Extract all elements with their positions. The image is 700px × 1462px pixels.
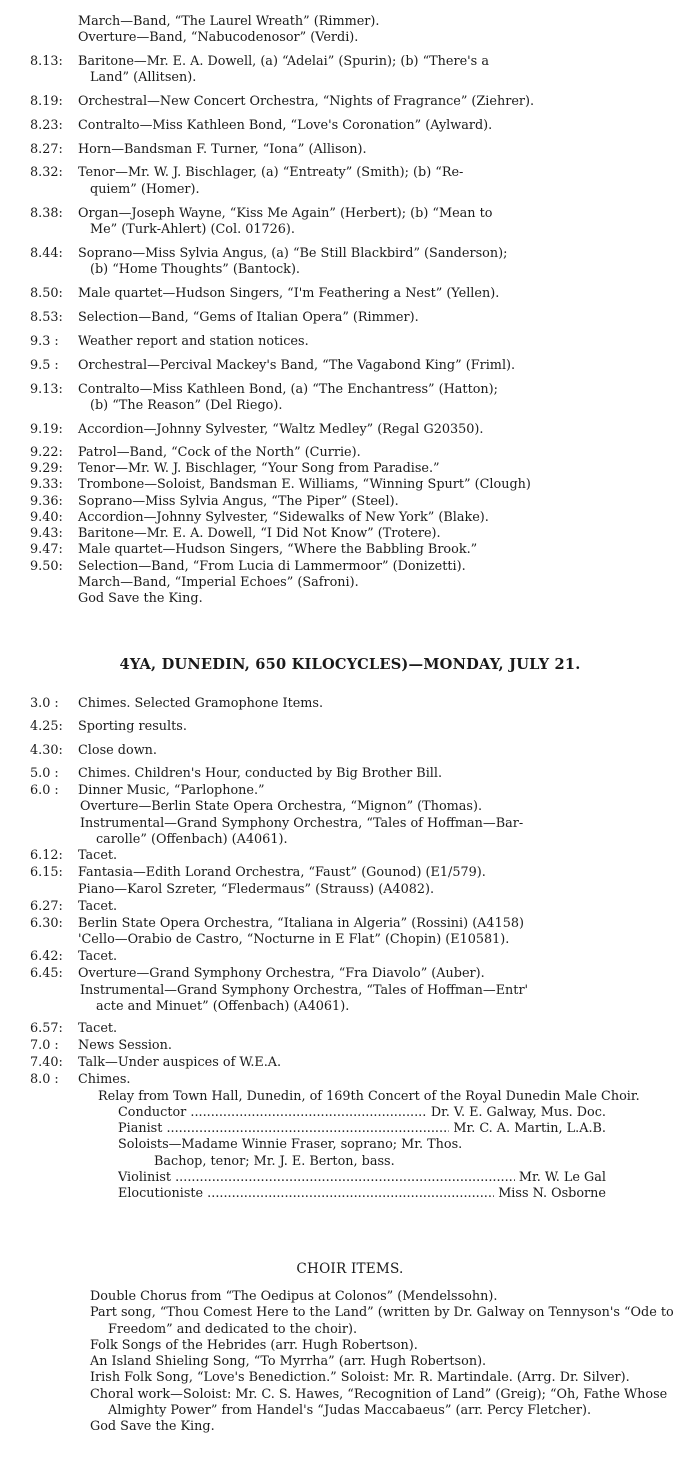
entry-text	[78, 766, 694, 783]
schedule-entry	[30, 358, 694, 374]
schedule-entry	[30, 94, 694, 110]
entry-text	[78, 142, 694, 158]
schedule-entry	[30, 206, 694, 239]
programme-section-4ya	[30, 696, 694, 1203]
entry-time: 8.32:	[30, 165, 63, 181]
entry-time: 4.30:	[30, 742, 63, 758]
entry-text	[78, 206, 694, 239]
entry-time: 8.0 :	[30, 1071, 59, 1087]
entry-time: 6.12:	[30, 848, 63, 864]
closing-line: God Save the King.	[78, 591, 203, 607]
entry-line: quiem” (Homer).	[90, 181, 200, 197]
entry-line: Trombone—Soloist, Bandsman E. Williams, “Winning Spurt” (Clough)	[78, 477, 531, 493]
entry-time: 8.44:	[30, 245, 63, 261]
entry-text	[78, 94, 694, 110]
entry-text	[78, 559, 694, 575]
entry-text	[78, 932, 694, 949]
schedule-entry	[30, 526, 694, 542]
schedule-late	[30, 445, 694, 575]
entry-time: 9.50:	[30, 558, 63, 574]
entry-line: Selection—Band, “From Lucia di Lammermoor” (Donizetti).	[78, 558, 466, 574]
schedule-entry	[30, 118, 694, 134]
opening-line: Overture—Band, “Nabucodenosor” (Verdi).	[78, 30, 359, 46]
entry-line: Dinner Music, “Parlophone.”	[78, 782, 265, 798]
entry-text	[78, 966, 694, 983]
entry-line: Tenor—Mr. W. J. Bischlager, “Your Song from Paradise.”	[78, 460, 440, 476]
dinner-line: Overture—Berlin State Opera Orchestra, “Mignon” (Thomas).	[80, 799, 483, 815]
entry-line: Male quartet—Hudson Singers, “I'm Feathering a Nest” (Yellen).	[78, 286, 500, 302]
schedule-afternoon	[30, 696, 694, 799]
credit-pianist	[118, 1121, 606, 1137]
overture-line: Instrumental—Grand Symphony Orchestra, “Tales of Hoffman—Entr'	[80, 982, 529, 998]
entry-time: 6.0 :	[30, 782, 59, 798]
credit-value: Mr. W. Le Gal	[518, 1170, 606, 1186]
schedule-evening	[30, 54, 694, 438]
entry-line: Tacet.	[78, 848, 118, 864]
entry-line: Male quartet—Hudson Singers, “Where the Babbling Brook.”	[78, 542, 478, 558]
schedule-entry	[30, 1055, 694, 1072]
choir-item: God Save the King.	[90, 1419, 215, 1435]
entry-line: Berlin State Opera Orchestra, “Italiana in Algeria” (Rossini) (A4158)	[78, 915, 524, 931]
entry-line: 'Cello—Orabio de Castro, “Nocturne in E Flat” (Chopin) (E10581).	[78, 932, 510, 948]
credit-label: Violinist .....	[118, 1170, 515, 1186]
entry-line: Accordion—Johnny Sylvester, “Sidewalks of New York” (Blake).	[78, 509, 489, 525]
entry-time: 6.45:	[30, 965, 63, 981]
entry-time: 8.50:	[30, 286, 63, 302]
entry-line: Soprano—Miss Sylvia Angus, (a) “Be Still Blackbird” (Sanderson);	[78, 245, 508, 261]
entry-time: 7.40:	[30, 1054, 63, 1070]
schedule-entry	[30, 286, 694, 302]
choir-item: Irish Folk Song, “Love's Benediction.” Soloist: Mr. R. Martindale. (Arrg. Dr. Silver).	[90, 1370, 630, 1386]
entry-text	[78, 696, 694, 713]
entry-text	[78, 865, 694, 882]
entry-text	[78, 477, 694, 493]
entry-text	[78, 783, 694, 800]
entry-time: 9.43:	[30, 526, 63, 542]
entry-line: Piano—Karol Szreter, “Fledermaus” (Strauss) (A4082).	[78, 881, 435, 897]
entry-time: 9.5 :	[30, 357, 59, 373]
schedule-entry	[30, 494, 694, 510]
dinner-line: carolle” (Offenbach) (A4061).	[96, 832, 288, 848]
schedule-entry	[30, 949, 694, 966]
entry-time: 9.40:	[30, 509, 63, 525]
schedule-entry	[30, 477, 694, 493]
entry-line: Organ—Joseph Wayne, “Kiss Me Again” (Herbert); (b) “Mean to	[78, 205, 493, 221]
entry-time: 6.15:	[30, 865, 63, 881]
schedule-entry	[30, 696, 694, 713]
choir-item: Choral work—Soloist: Mr. C. S. Hawes, “Recognition of Land” (Greig); “Oh, Fathe Whose Almighty Power” from Handel's “Judas Maccabaeus” (arr. Percy Fletcher).	[90, 1386, 668, 1419]
credit-elocutioniste	[118, 1186, 606, 1202]
entry-line: Accordion—Johnny Sylvester, “Waltz Medley” (Regal G20350).	[78, 421, 484, 437]
entry-time: 8.23:	[30, 117, 63, 133]
credit-label: Conductor .....	[118, 1105, 427, 1121]
concert-credits	[30, 1105, 694, 1203]
entry-time: 6.57:	[30, 1021, 63, 1037]
entry-line: Chimes. Selected Gramophone Items.	[78, 696, 324, 711]
choir-item: Part song, “Thou Comest Here to the Land” (written by Dr. Galway on Tennyson's “Ode to Freedom” and dedicated to the choir).	[90, 1305, 674, 1337]
entry-text	[78, 526, 694, 542]
entry-line: Baritone—Mr. E. A. Dowell, “I Did Not Know” (Trotere).	[78, 526, 441, 542]
entry-time: 9.13:	[30, 381, 63, 397]
choir-item: Folk Songs of the Hebrides (arr. Hugh Robertson).	[90, 1337, 418, 1353]
entry-time: 9.47:	[30, 542, 63, 558]
entry-time: 7.0 :	[30, 1038, 59, 1054]
credit-soloists	[118, 1137, 606, 1170]
entry-time: 8.19:	[30, 93, 63, 109]
entry-line: Talk—Under auspices of W.E.A.	[78, 1054, 282, 1070]
entry-text	[78, 54, 694, 87]
entry-text	[78, 286, 694, 302]
entry-line: Land” (Allitsen).	[90, 69, 197, 85]
schedule-entry	[30, 461, 694, 477]
entry-text	[78, 422, 694, 438]
entry-time: 9.3 :	[30, 333, 59, 349]
entry-time: 9.22:	[30, 444, 63, 460]
entry-text	[78, 1072, 694, 1089]
entry-text	[78, 246, 694, 279]
entry-text	[78, 334, 694, 350]
entry-text	[78, 542, 694, 558]
overture-line: acte and Minuet” (Offenbach) (A4061).	[96, 999, 350, 1015]
entry-text	[78, 165, 694, 198]
entry-line: Contralto—Miss Kathleen Bond, “Love's Coronation” (Aylward).	[78, 117, 493, 133]
entry-text	[78, 899, 694, 916]
station-heading: 4YA, DUNEDIN, 650 KILOCYCLES)—MONDAY, JULY 21.	[119, 656, 581, 673]
schedule-entry	[30, 1072, 694, 1089]
entry-time: 9.19:	[30, 421, 63, 437]
entry-line: (b) “Home Thoughts” (Bantock).	[90, 262, 300, 278]
entry-line: Tacet.	[78, 1021, 118, 1037]
schedule-entry	[30, 310, 694, 326]
schedule-entry	[30, 422, 694, 438]
entry-time: 4.25:	[30, 719, 63, 735]
entry-time	[30, 932, 78, 949]
entry-time: 3.0 :	[30, 696, 59, 711]
opening-items	[30, 14, 694, 47]
schedule-entry	[30, 766, 694, 783]
credit-violinist	[118, 1170, 606, 1186]
entry-text	[78, 1038, 694, 1055]
schedule-entry	[30, 246, 694, 279]
entry-text	[78, 848, 694, 865]
entry-line: Selection—Band, “Gems of Italian Opera” (Rimmer).	[78, 309, 419, 325]
entry-time: 8.38:	[30, 205, 63, 221]
entry-text	[78, 118, 694, 134]
entry-time: 5.0 :	[30, 765, 59, 781]
choir-item: Double Chorus from “The Oedipus at Colonos” (Mendelssohn).	[90, 1289, 498, 1304]
entry-line: Horn—Bandsman F. Turner, “Iona” (Allison).	[78, 141, 367, 157]
schedule-entry	[30, 510, 694, 526]
dinner-line: Instrumental—Grand Symphony Orchestra, “Tales of Hoffman—Bar-	[80, 815, 524, 831]
schedule-entry	[30, 932, 694, 949]
schedule-entry	[30, 1038, 694, 1055]
entry-line: Weather report and station notices.	[78, 333, 309, 349]
schedule-entry	[30, 382, 694, 415]
entry-text	[78, 719, 694, 736]
entry-text	[78, 1021, 694, 1038]
schedule-entry	[30, 719, 694, 736]
entry-text	[78, 916, 694, 933]
entry-time: 8.53:	[30, 309, 63, 325]
schedule-entry	[30, 865, 694, 882]
schedule-entry	[30, 882, 694, 899]
entry-line: News Session.	[78, 1038, 172, 1054]
entry-line: Overture—Grand Symphony Orchestra, “Fra Diavolo” (Auber).	[78, 965, 485, 981]
entry-line: Close down.	[78, 742, 157, 758]
schedule-entry	[30, 165, 694, 198]
entry-time: 9.36:	[30, 493, 63, 509]
entry-time: 6.42:	[30, 949, 63, 965]
dinner-music-items	[30, 799, 694, 848]
entry-text	[78, 1055, 694, 1072]
entry-text	[78, 510, 694, 526]
entry-text	[78, 445, 694, 461]
entry-text	[78, 310, 694, 326]
schedule-entry	[30, 783, 694, 800]
credit-value: Dr. V. E. Galway, Mus. Doc.	[430, 1104, 606, 1120]
relay-notice	[30, 1089, 694, 1105]
entry-time: 9.29:	[30, 460, 63, 476]
entry-line: Sporting results.	[78, 719, 187, 735]
schedule-entry	[30, 54, 694, 87]
entry-line: Contralto—Miss Kathleen Bond, (a) “The Enchantress” (Hatton);	[78, 381, 498, 397]
schedule-night	[30, 1021, 694, 1088]
schedule-entry	[30, 743, 694, 760]
overture-items	[30, 983, 694, 1016]
entry-text	[78, 882, 694, 899]
entry-line: (b) “The Reason” (Del Riego).	[90, 397, 283, 413]
choir-heading: CHOIR ITEMS.	[296, 1261, 404, 1277]
entry-time	[30, 882, 78, 899]
soloists-line: Soloists—Madame Winnie Fraser, soprano; Mr. Thos.	[118, 1137, 463, 1153]
schedule-entry	[30, 142, 694, 158]
entry-time: 6.27:	[30, 898, 63, 914]
entry-text	[78, 743, 694, 760]
entry-line: Fantasia—Edith Lorand Orchestra, “Faust” (Gounod) (E1/579).	[78, 865, 486, 881]
credit-label: Elocutioniste .....	[118, 1186, 494, 1202]
credit-conductor	[118, 1105, 606, 1121]
entry-line: Orchestral—Percival Mackey's Band, “The Vagabond King” (Friml).	[78, 357, 516, 373]
soloists-line: Bachop, tenor; Mr. J. E. Berton, bass.	[154, 1153, 395, 1169]
entry-time: 6.30:	[30, 915, 63, 931]
schedule-entry	[30, 559, 694, 575]
entry-text	[78, 382, 694, 415]
schedule-dinner	[30, 848, 694, 982]
schedule-entry	[30, 542, 694, 558]
entry-line: Patrol—Band, “Cock of the North” (Currie).	[78, 444, 361, 460]
entry-line: Soprano—Miss Sylvia Angus, “The Piper” (Steel).	[78, 493, 399, 509]
entry-text	[78, 358, 694, 374]
schedule-entry	[30, 916, 694, 933]
credit-value: Miss N. Osborne	[498, 1186, 606, 1202]
closing-items	[30, 575, 694, 608]
entry-line: Tacet.	[78, 898, 118, 914]
schedule-entry	[30, 899, 694, 916]
closing-line: March—Band, “Imperial Echoes” (Safroni).	[78, 575, 359, 591]
entry-text	[78, 461, 694, 477]
schedule-entry	[30, 334, 694, 350]
choir-items-list	[90, 1289, 696, 1436]
credit-label: Pianist .....	[118, 1121, 449, 1137]
entry-line: Chimes. Children's Hour, conducted by Big Brother Bill.	[78, 765, 443, 781]
entry-time: 8.13:	[30, 53, 63, 69]
choir-item: An Island Shieling Song, “To Myrrha” (arr. Hugh Robertson).	[90, 1354, 487, 1370]
schedule-entry	[30, 848, 694, 865]
schedule-entry	[30, 445, 694, 461]
entry-time: 9.33:	[30, 477, 63, 493]
opening-line: March—Band, “The Laurel Wreath” (Rimmer).	[78, 14, 380, 29]
schedule-entry	[30, 966, 694, 983]
entry-line: Tacet.	[78, 949, 118, 965]
entry-line: Me” (Turk-Ahlert) (Col. 01726).	[90, 221, 295, 237]
entry-line: Chimes.	[78, 1071, 131, 1087]
entry-time: 8.27:	[30, 141, 63, 157]
credit-value: Mr. C. A. Martin, L.A.B.	[453, 1121, 606, 1137]
entry-text	[78, 949, 694, 966]
entry-text	[78, 494, 694, 510]
programme-section-first	[30, 14, 694, 608]
entry-line: Tenor—Mr. W. J. Bischlager, (a) “Entreaty” (Smith); (b) “Re-	[78, 165, 464, 181]
entry-line: Baritone—Mr. E. A. Dowell, (a) “Adelai” (Spurin); (b) “There's a	[78, 53, 489, 69]
relay-text: Relay from Town Hall, Dunedin, of 169th Concert of the Royal Dunedin Male Choir.	[98, 1088, 640, 1104]
schedule-entry	[30, 1021, 694, 1038]
entry-line: Orchestral—New Concert Orchestra, “Nights of Fragrance” (Ziehrer).	[78, 93, 535, 109]
